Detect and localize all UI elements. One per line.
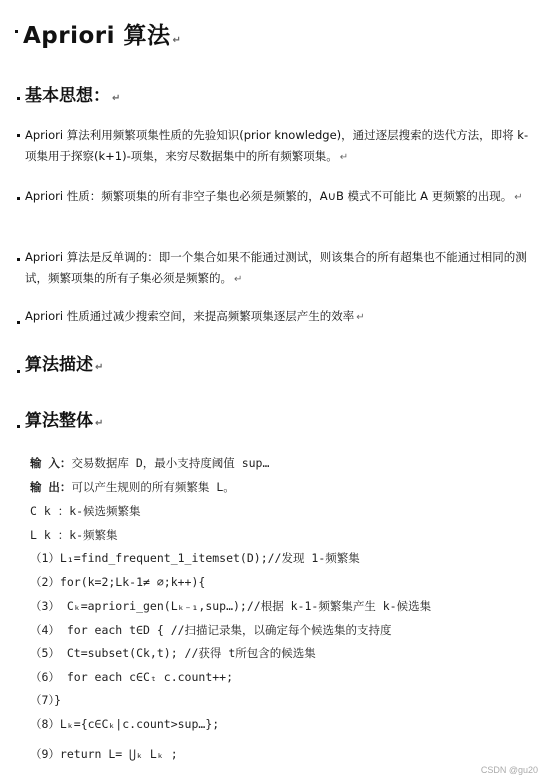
algo-line-2: （2）for(k=2;Lk-1≠ ∅;k++){ — [30, 575, 206, 589]
idea-point-1: Apriori 算法利用频繁项集性质的先验知识(prior knowledge)，通过逐层搜索的迭代方法，即将 k-项集用于探察(k+1)-项集，来穷尽数据集中的所有频繁项集。 ↵ — [25, 128, 529, 163]
idea-point-4: Apriori 性质通过减少搜索空间，来提高频繁项集逐层产生的效率 ↵ — [25, 309, 365, 323]
watermark: CSDN @gu20 — [480, 765, 538, 775]
bullet-mark — [17, 97, 20, 100]
algo-line-8: （8）Lₖ={c∈Cₖ|c.count>sup…}; — [30, 717, 220, 731]
algo-line-3: （3） Cₖ=apriori_gen(Lₖ₋₁,sup…);//根据 k-1-频繁集产生 k-候选集 — [30, 599, 432, 613]
idea-point-3: Apriori 算法是反单调的：即一个集合如果不能通过测试，则该集合的所有超集也不能通过相同的测试，频繁项集的所有子集必须是频繁的。 ↵ — [25, 250, 527, 285]
bullet-mark — [17, 425, 20, 428]
bullet-mark — [17, 321, 20, 324]
page-title: Apriori 算法 ↵ — [23, 23, 182, 49]
section-heading-desc: 算法描述 ↵ — [25, 355, 104, 375]
bullet-mark — [15, 30, 18, 33]
algo-lk-definition: L k ：k-频繁集 — [30, 528, 118, 542]
idea-point-2: Apriori 性质：频繁项集的所有非空子集也必须是频繁的，A∪B 模式不可能比 A 更频繁的出现。 ↵ — [25, 189, 523, 203]
algo-line-5: （5） Ct=subset(Ck,t); //获得 t所包含的候选集 — [30, 646, 316, 660]
algo-line-6: （6） for each c∈Cₜ c.count++; — [30, 670, 234, 684]
algo-line-7: （7）} — [30, 693, 62, 707]
algo-line-4: （4） for each t∈D { //扫描记录集，以确定每个候选集的支持度 — [30, 623, 392, 637]
bullet-mark — [17, 370, 20, 373]
algo-line-1: （1）L₁=find_frequent_1_itemset(D);//发现 1-频繁集 — [30, 551, 360, 565]
algo-input: 输 入：交易数据库 D，最小支持度阈值 sup… — [30, 456, 270, 470]
bullet-mark — [17, 258, 20, 261]
section-heading-idea: 基本思想： ↵ — [25, 86, 121, 106]
algo-ck-definition: C k ：k-候选频繁集 — [30, 504, 141, 518]
section-heading-whole: 算法整体 ↵ — [25, 411, 104, 431]
bullet-mark — [17, 197, 20, 200]
algo-output: 输 出：可以产生规则的所有频繁集 L。 — [30, 480, 235, 494]
algo-line-9: （9）return L= ⋃ₖ Lₖ ; — [30, 747, 178, 761]
bullet-mark — [17, 134, 20, 137]
